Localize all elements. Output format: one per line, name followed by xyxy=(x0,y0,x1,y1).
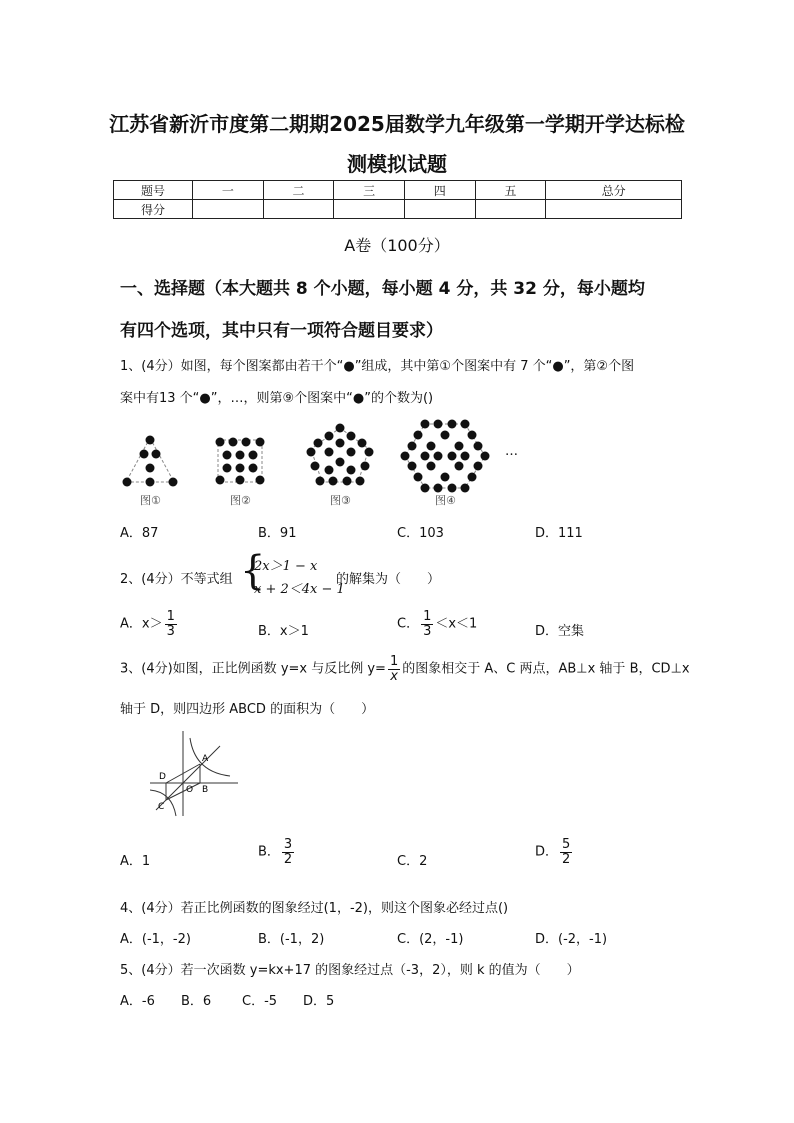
q4-text: 4、(4分）若正比例函数的图象经过(1，-2)，则这个图象必经过点() xyxy=(120,901,509,916)
score-table xyxy=(113,180,682,219)
table-cell: 总分 xyxy=(546,181,682,200)
section1-heading-line1: 一、选择题（本大题共 8 个小题，每小题 4 分，共 32 分，每小题均 xyxy=(120,279,645,299)
q2-option-c[interactable] xyxy=(397,610,477,638)
inequality-brace: { xyxy=(240,548,266,594)
point-label-c: C xyxy=(158,802,165,812)
q2-option-a[interactable] xyxy=(120,610,179,638)
q1-option-a[interactable]: A．87 xyxy=(120,526,159,541)
q2-option-b[interactable]: B．x＞1 xyxy=(258,624,309,639)
q2-inequality-1: 2x＞1 − x xyxy=(254,559,318,574)
table-cell: 四 xyxy=(404,181,475,200)
fraction xyxy=(388,655,400,683)
point-label-b: B xyxy=(202,785,209,795)
q3-prefix: 3、(4分)如图，正比例函数 y=x 与反比例 y= xyxy=(120,661,386,677)
q1-option-d[interactable]: D．111 xyxy=(535,526,583,541)
score-input-cell[interactable] xyxy=(475,200,546,219)
score-table-score-row xyxy=(114,200,682,219)
q3-option-d-prefix: D． xyxy=(535,844,559,860)
pattern-1-triangle xyxy=(123,436,178,487)
numerator: 3 xyxy=(283,837,293,852)
pattern-ellipsis: … xyxy=(505,444,518,459)
q4-option-c[interactable]: C．(2，-1) xyxy=(397,932,464,947)
q1-text-line1: 1、(4分）如图，每个图案都由若干个“●”组成，其中第①个图案中有 7 个“●”，第②个图 xyxy=(120,359,635,374)
fig-label-1: 图① xyxy=(140,494,161,507)
table-cell: 得分 xyxy=(114,200,193,219)
q2-option-c-prefix: C． xyxy=(397,616,420,632)
q2-option-c-suffix: ＜x＜1 xyxy=(435,616,478,632)
fraction xyxy=(282,838,294,866)
point-label-d: D xyxy=(159,772,166,782)
q5-text: 5、(4分）若一次函数 y=kx+17 的图象经过点（-3，2），则 k 的值为（ ） xyxy=(120,963,580,978)
fraction xyxy=(165,610,177,638)
table-cell: 题号 xyxy=(114,181,193,200)
q1-option-b[interactable]: B．91 xyxy=(258,526,297,541)
point-label-o: O xyxy=(186,785,194,795)
q4-option-a[interactable]: A．(-1，-2) xyxy=(120,932,191,947)
q3-suffix: 的图象相交于 A、C 两点，AB⊥x 轴于 B，CD⊥x xyxy=(402,661,690,677)
numerator: 1 xyxy=(389,654,399,669)
document-title-line2: 测模拟试题 xyxy=(347,152,447,176)
score-input-cell[interactable] xyxy=(193,200,264,219)
point-label-a: A xyxy=(202,754,209,764)
table-cell: 三 xyxy=(334,181,405,200)
q5-option-b[interactable]: B．6 xyxy=(181,994,212,1009)
fraction xyxy=(421,610,433,638)
q3-option-a[interactable]: A．1 xyxy=(120,854,151,869)
q2-prefix: 2、(4分）不等式组 xyxy=(120,572,233,587)
q4-option-b[interactable]: B．(-1，2) xyxy=(258,932,325,947)
pattern-3-pentagon xyxy=(307,424,374,486)
q5-option-c[interactable]: C．-5 xyxy=(242,994,278,1009)
score-input-cell[interactable] xyxy=(263,200,334,219)
pattern-4-hexagon xyxy=(401,420,490,493)
document-title-line1: 江苏省新沂市度第二期期2025届数学九年级第一学期开学达标检 xyxy=(109,112,685,136)
q2-suffix: 的解集为（ ） xyxy=(336,572,441,587)
q3-option-c[interactable]: C．2 xyxy=(397,854,428,869)
score-input-cell[interactable] xyxy=(334,200,405,219)
q5-option-a[interactable]: A．-6 xyxy=(120,994,155,1009)
q1-option-c[interactable]: C．103 xyxy=(397,526,444,541)
q3-option-b[interactable] xyxy=(258,838,296,866)
denominator: 2 xyxy=(283,851,293,867)
denominator: 3 xyxy=(423,623,432,639)
pattern-2-square xyxy=(216,438,265,485)
denominator: 2 xyxy=(562,851,571,867)
q5-option-d[interactable]: D．5 xyxy=(303,994,335,1009)
section-a-heading: A卷（100分） xyxy=(344,236,450,255)
score-table-header-row xyxy=(114,181,682,200)
score-input-cell[interactable] xyxy=(546,200,682,219)
q3-text-line1 xyxy=(120,655,760,683)
denominator: x xyxy=(390,668,398,684)
q2-option-d[interactable]: D．空集 xyxy=(535,624,585,639)
q3-option-b-prefix: B． xyxy=(258,844,280,860)
section1-heading-line2: 有四个选项，其中只有一项符合题目要求） xyxy=(120,321,443,341)
table-cell: 五 xyxy=(475,181,546,200)
table-cell: 一 xyxy=(193,181,264,200)
fig-label-3: 图③ xyxy=(330,494,351,507)
fig-label-4: 图④ xyxy=(435,494,456,507)
fig-label-2: 图② xyxy=(230,494,251,507)
numerator: 5 xyxy=(562,837,571,852)
q1-dot-patterns-figure xyxy=(115,418,535,510)
denominator: 3 xyxy=(166,623,175,639)
q3-graph-figure xyxy=(150,728,240,818)
fraction xyxy=(560,838,572,866)
q2-option-a-prefix: A．x＞ xyxy=(120,616,163,632)
q2-inequality-2: x + 2＜4x − 1 xyxy=(254,582,345,597)
numerator: 1 xyxy=(423,609,432,624)
q4-option-d[interactable]: D．(-2，-1) xyxy=(535,932,608,947)
numerator: 1 xyxy=(166,609,175,624)
score-input-cell[interactable] xyxy=(404,200,475,219)
q3-text-line2: 轴于 D，则四边形 ABCD 的面积为（ ） xyxy=(120,702,375,717)
table-cell: 二 xyxy=(263,181,334,200)
q3-option-d[interactable] xyxy=(535,838,574,866)
q1-text-line2: 案中有13 个“●”，…，则第⑨个图案中“●”的个数为() xyxy=(120,391,434,406)
